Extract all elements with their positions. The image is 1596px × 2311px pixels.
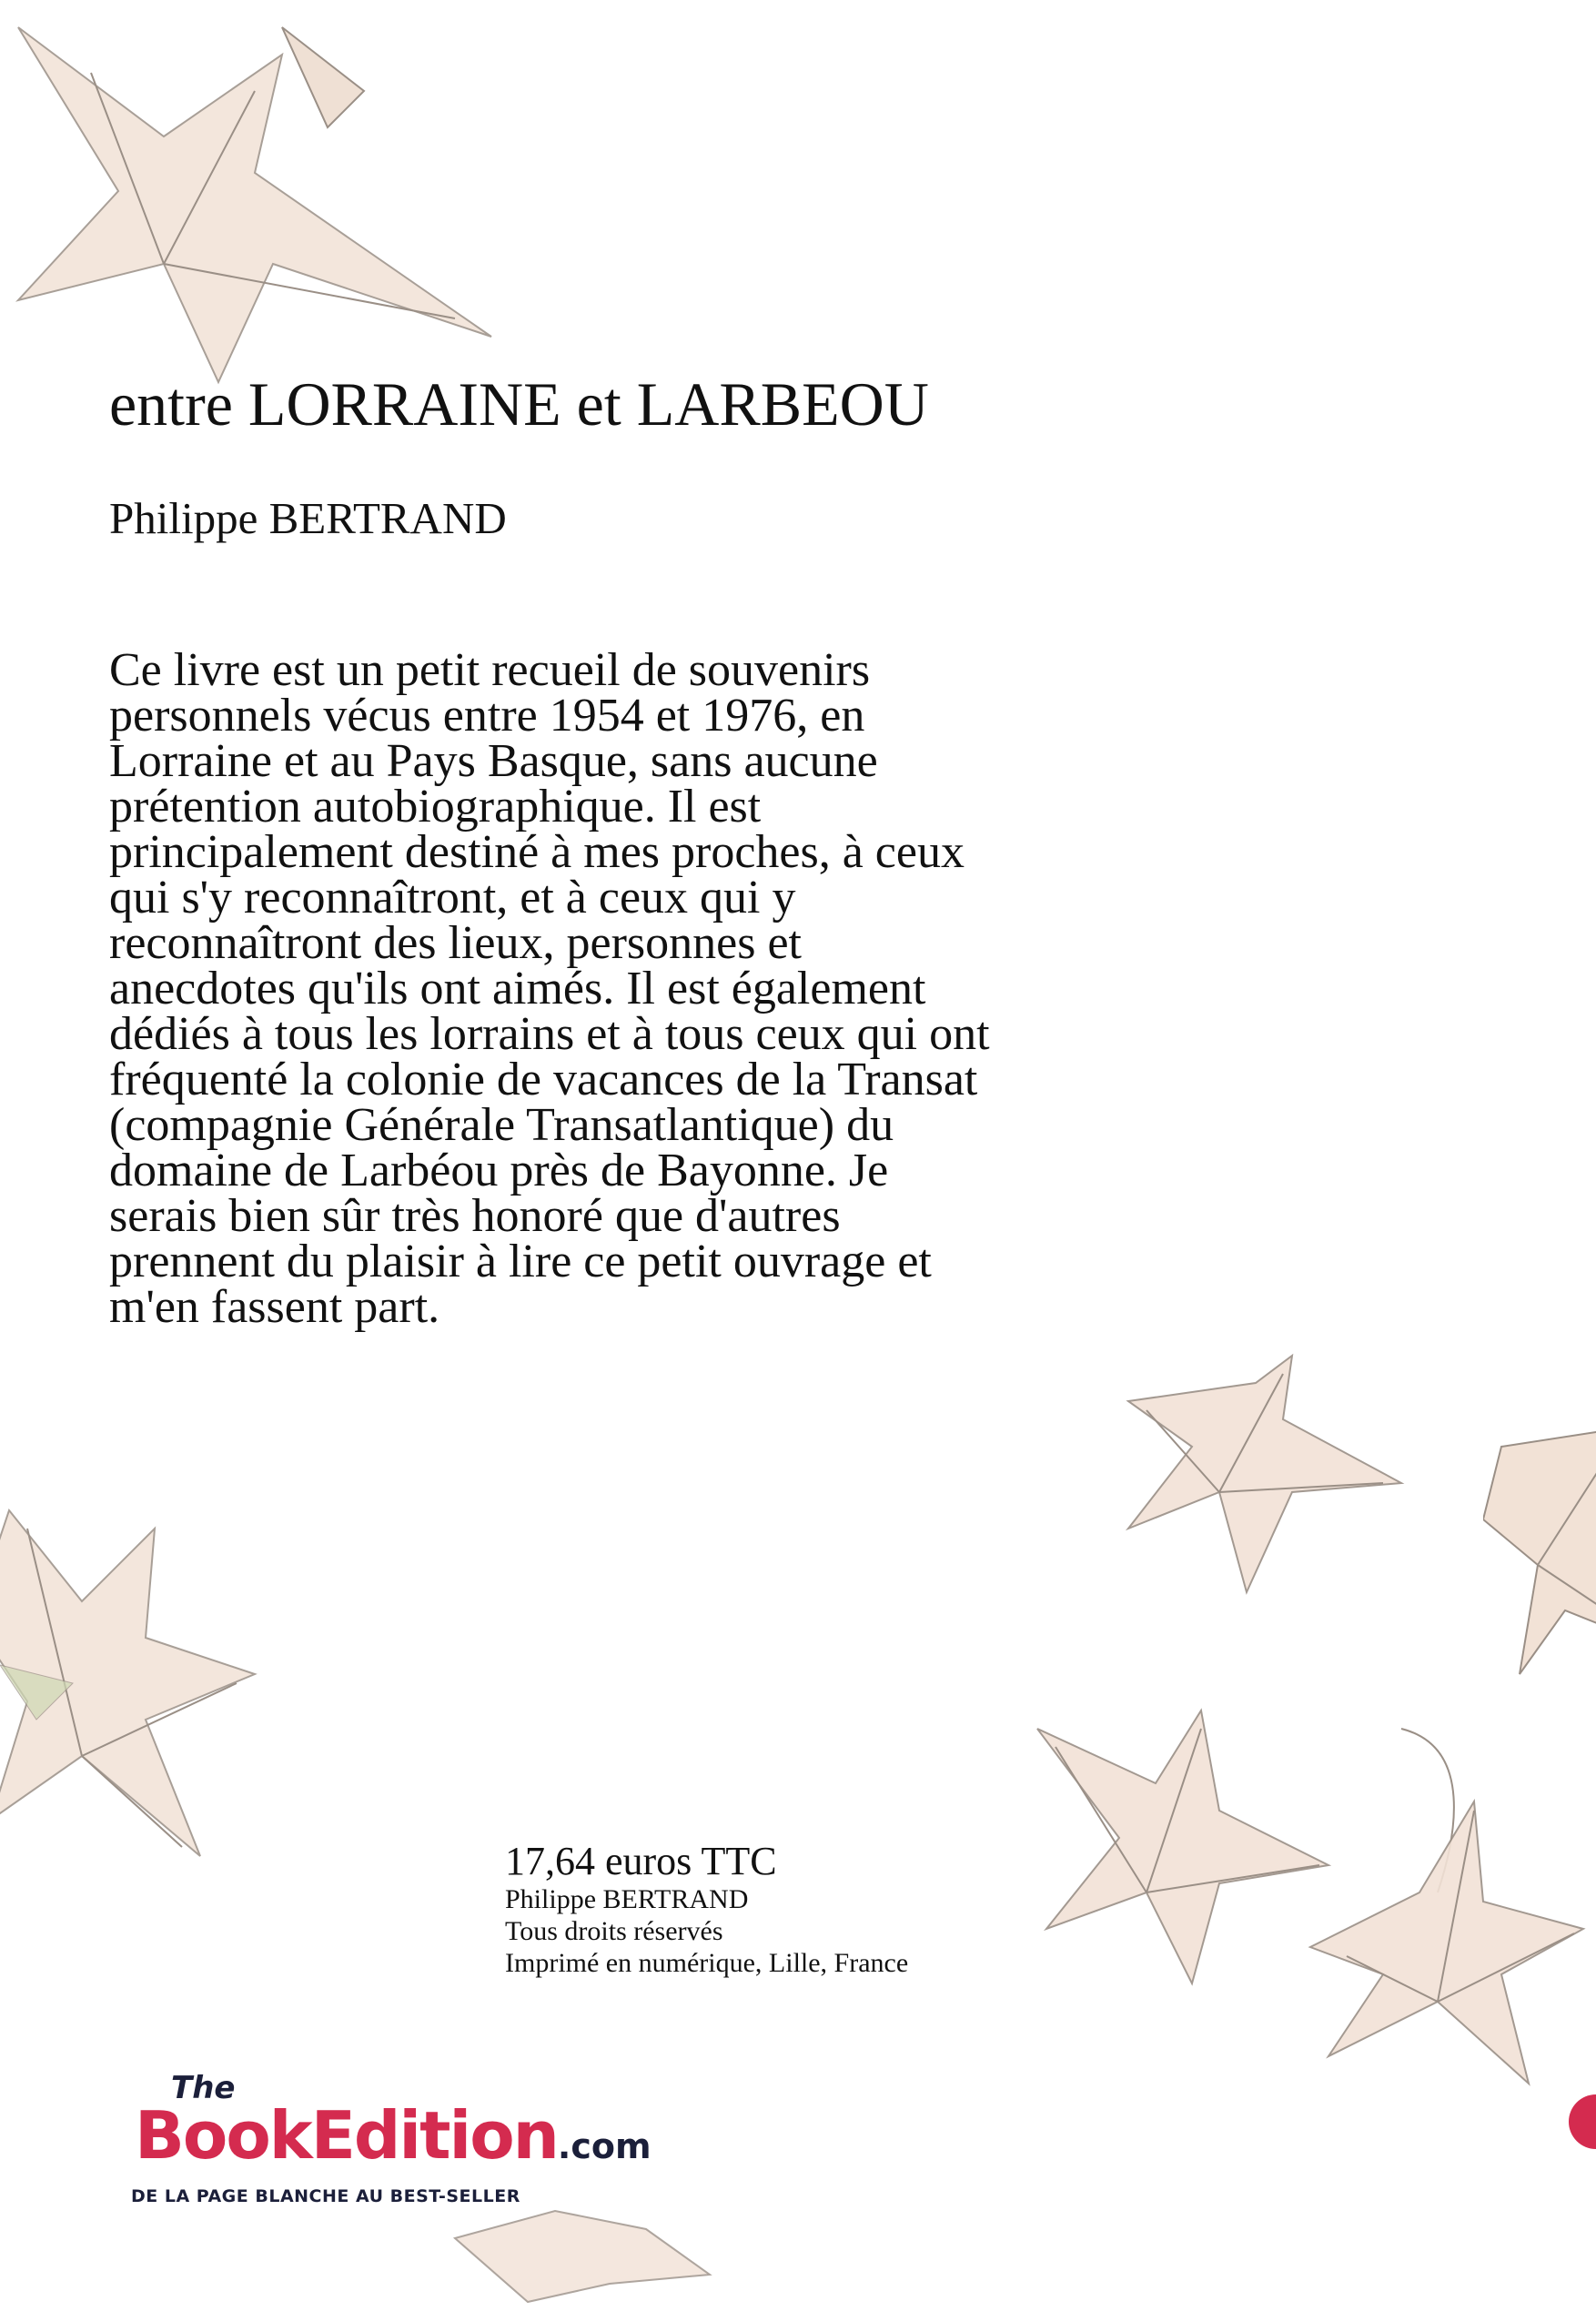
blurb-line: personnels vécus entre 1954 et 1976, en bbox=[109, 690, 865, 742]
blurb-line: m'en fassent part. bbox=[109, 1281, 440, 1333]
logo-tagline: DE LA PAGE BLANCHE AU BEST-SELLER bbox=[131, 2186, 520, 2206]
blurb-line: fréquenté la colonie de vacances de la Transat bbox=[109, 1054, 978, 1105]
imprint-block bbox=[505, 1840, 908, 1979]
blurb-line: principalement destiné à mes proches, à ceux bbox=[109, 826, 965, 878]
leaf-illustration-right-edge bbox=[1483, 1419, 1596, 1692]
red-circle-mark bbox=[1569, 2094, 1596, 2149]
imprint-author: Philippe BERTRAND bbox=[505, 1884, 749, 1914]
leaf-illustration-left bbox=[0, 1492, 273, 1874]
blurb-line: qui s'y reconnaîtront, et à ceux qui y bbox=[109, 872, 796, 923]
logo-the: The bbox=[171, 2070, 236, 2106]
leaf-illustration-bottom-right bbox=[1292, 1711, 1592, 2093]
price: 17,64 euros TTC bbox=[505, 1839, 777, 1883]
blurb-line: serais bien sûr très honoré que d'autres bbox=[109, 1190, 841, 1242]
blurb-line: prennent du plaisir à lire ce petit ouvrage et bbox=[109, 1236, 932, 1287]
back-cover-blurb bbox=[109, 644, 1256, 1333]
blurb-line: prétention autobiographique. Il est bbox=[109, 781, 762, 833]
leaf-illustration-bottom-edge bbox=[446, 2202, 719, 2311]
logo-domain: .com bbox=[557, 2126, 652, 2166]
rights-notice: Tous droits réservés bbox=[505, 1916, 723, 1946]
blurb-line: domaine de Larbéou près de Bayonne. Je bbox=[109, 1145, 889, 1196]
leaf-illustration-top-left bbox=[0, 0, 528, 409]
blurb-line: (compagnie Générale Transatlantique) du bbox=[109, 1099, 894, 1151]
blurb-line: reconnaîtront des lieux, personnes et bbox=[109, 917, 802, 969]
blurb-line: anecdotes qu'ils ont aimés. Il est également bbox=[109, 963, 926, 1014]
leaf-illustration-mid-right bbox=[1110, 1347, 1419, 1601]
logo-wordmark bbox=[135, 2097, 652, 2174]
blurb-line: Ce livre est un petit recueil de souvenirs bbox=[109, 644, 871, 696]
book-author: Philippe BERTRAND bbox=[109, 493, 507, 543]
print-location: Imprimé en numérique, Lille, France bbox=[505, 1948, 909, 1978]
logo-brand: BookEdition bbox=[135, 2097, 558, 2174]
blurb-line: dédiés à tous les lorrains et à tous ceux qui ont bbox=[109, 1008, 990, 1060]
blurb-line: Lorraine et au Pays Basque, sans aucune bbox=[109, 735, 878, 787]
book-title: entre LORRAINE et LARBEOU bbox=[109, 369, 929, 439]
